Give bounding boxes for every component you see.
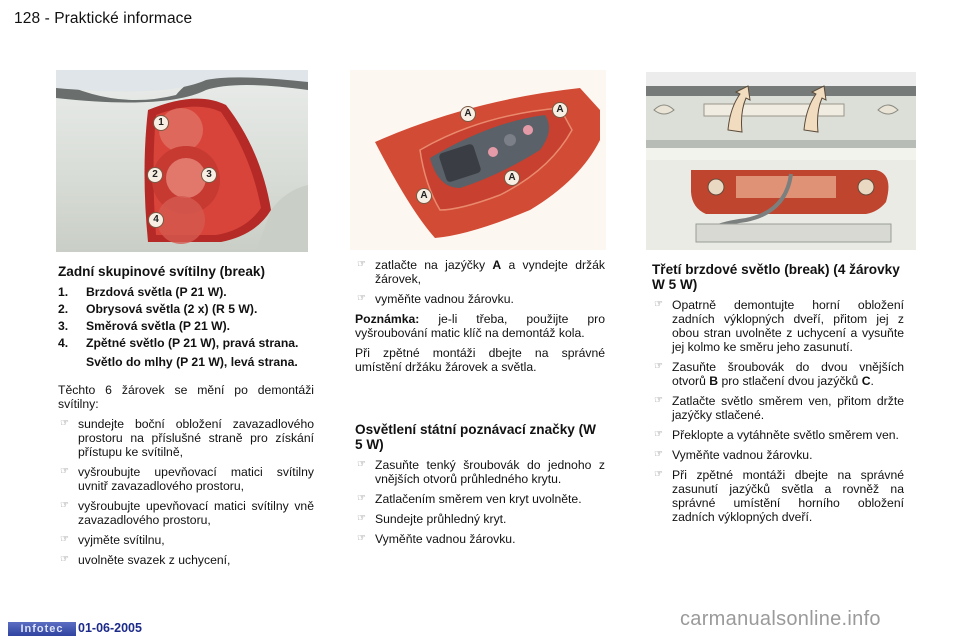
callout-a-1: A <box>460 106 476 122</box>
footer-date: 01-06-2005 <box>78 621 142 635</box>
item-text: Brzdová světla (P 21 W). <box>86 285 227 299</box>
step-item <box>58 553 314 567</box>
pointing-hand-icon: ☞ <box>654 449 663 460</box>
step-text: Překlopte a vytáhněte světlo směrem ven. <box>672 428 899 442</box>
step-item <box>58 499 314 527</box>
step-text: Opatrně demontujte horní obložení zadních výklopných dveří, přitom jej z obou stran uvolněte z uchycení a vysuňte jej kolmo ke směru jeho zasunutí. <box>672 298 904 354</box>
note-text: je-li třeba, použijte pro vyšroubování matic klíč na demontáž kola. <box>355 312 605 340</box>
column-rear-lights <box>58 264 314 573</box>
plate-light-steps <box>355 458 605 546</box>
intro-paragraph: Těchto 6 žárovek se mění po demontáži svítilny: <box>58 383 314 411</box>
step-text: zatlačte na jazýčky A a vyndejte držák žárovek, <box>375 258 605 286</box>
note-paragraph <box>355 312 605 340</box>
item-number: 3. <box>58 319 69 333</box>
step-text: Zasuňte šroubovák do dvou vnějších otvorů B pro stlačení dvou jazýčků C. <box>672 360 904 388</box>
infotec-logo: Infotec <box>8 622 76 636</box>
item-text: Směrová světla (P 21 W). <box>86 319 231 333</box>
callout-a-3: A <box>504 170 520 186</box>
callout-a-4: A <box>416 188 432 204</box>
step-item <box>58 417 314 459</box>
item-number: 2. <box>58 302 69 316</box>
callout-2: 2 <box>147 167 163 183</box>
third-brake-light-figure <box>646 72 916 250</box>
step-text: Sundejte průhledný kryt. <box>375 512 507 526</box>
section-heading-plate-light: Osvětlení státní poznávací značky (W 5 W) <box>355 422 596 452</box>
step-item <box>355 258 605 286</box>
pointing-hand-icon: ☞ <box>654 299 663 310</box>
pointing-hand-icon: ☞ <box>357 459 366 470</box>
pointing-hand-icon: ☞ <box>60 554 69 565</box>
step-item <box>652 394 904 422</box>
callout-4: 4 <box>148 212 164 228</box>
step-item <box>652 298 904 354</box>
step-item <box>355 492 605 506</box>
pointing-hand-icon: ☞ <box>60 418 69 429</box>
page-header: 128 - Praktické informace <box>14 10 193 27</box>
section-heading-rear-lights: Zadní skupinové svítilny (break) <box>58 264 265 279</box>
pointing-hand-icon: ☞ <box>357 259 366 270</box>
pointing-hand-icon: ☞ <box>357 533 366 544</box>
step-text: vyjměte svítilnu, <box>78 533 165 547</box>
pointing-hand-icon: ☞ <box>654 469 663 480</box>
step-item <box>652 360 904 388</box>
step-text: vyšroubujte upevňovací matici svítilny vně zavazadlového prostoru, <box>78 499 314 527</box>
step-text: vyšroubujte upevňovací matici svítilny uvnitř zavazadlového prostoru, <box>78 465 314 493</box>
watermark-link[interactable]: carmanualsonline.info <box>680 608 881 630</box>
reassembly-paragraph: Při zpětné montáži dbejte na správné umístění držáku žárovek a světla. <box>355 346 605 374</box>
step-item <box>355 532 605 546</box>
note-label: Poznámka: <box>355 312 420 326</box>
pointing-hand-icon: ☞ <box>357 493 366 504</box>
step-item <box>355 512 605 526</box>
pointing-hand-icon: ☞ <box>357 513 366 524</box>
bulb-holder-illustration <box>350 70 606 250</box>
step-text: sundejte boční obložení zavazadlového prostoru na příslušné straně pro získání přístupu ke svítilně, <box>78 417 314 459</box>
callout-3: 3 <box>201 167 217 183</box>
third-brake-light-illustration <box>646 72 916 250</box>
column-middle <box>355 258 605 552</box>
step-text: Při zpětné montáži dbejte na správné zasunutí jazýčků světla a rovněž na správné umístění horního obložení zadních výklopných dveří. <box>672 468 904 524</box>
bulb-list-subitem: Světlo do mlhy (P 21 W), levá strana. <box>86 355 298 369</box>
rear-light-illustration <box>56 70 308 252</box>
item-text: Zpětné světlo (P 21 W), pravá strana. <box>86 336 299 350</box>
bulb-holder-figure <box>350 70 606 250</box>
step-text: Zatlačením směrem ven kryt uvolněte. <box>375 492 582 506</box>
step-item <box>652 428 904 442</box>
column-third-brake-light <box>652 262 904 530</box>
pointing-hand-icon: ☞ <box>60 534 69 545</box>
step-item <box>355 292 605 306</box>
item-number: 1. <box>58 285 69 299</box>
bulb-list-item <box>58 336 314 350</box>
bulb-list-item <box>58 285 314 299</box>
item-number: 4. <box>58 336 69 350</box>
pointing-hand-icon: ☞ <box>60 500 69 511</box>
step-item <box>652 448 904 462</box>
callout-1: 1 <box>153 115 169 131</box>
pointing-hand-icon: ☞ <box>654 429 663 440</box>
bulb-list <box>58 285 314 369</box>
third-brake-steps <box>652 298 904 524</box>
step-text: vyměňte vadnou žárovku. <box>375 292 514 306</box>
step-text: Vyměňte vadnou žárovku. <box>672 448 813 462</box>
step-item <box>652 468 904 524</box>
step-item <box>355 458 605 486</box>
item-text: Obrysová světla (2 x) (R 5 W). <box>86 302 258 316</box>
callout-a-2: A <box>552 102 568 118</box>
pointing-hand-icon: ☞ <box>654 395 663 406</box>
pointing-hand-icon: ☞ <box>654 361 663 372</box>
step-item <box>58 465 314 493</box>
section-heading-third-brake: Třetí brzdové světlo (break) (4 žárovky W 5 W) <box>652 262 900 292</box>
pointing-hand-icon: ☞ <box>357 293 366 304</box>
step-text: uvolněte svazek z uchycení, <box>78 553 231 567</box>
step-text: Zatlačte světlo směrem ven, přitom držte jazýčky stlačené. <box>672 394 904 422</box>
rear-light-figure <box>56 70 308 252</box>
pointing-hand-icon: ☞ <box>60 466 69 477</box>
bulb-list-item <box>58 319 314 333</box>
step-item <box>58 533 314 547</box>
bulb-list-item <box>58 302 314 316</box>
step-text: Vyměňte vadnou žárovku. <box>375 532 516 546</box>
step-text: Zasuňte tenký šroubovák do jednoho z vnějších otvorů průhledného krytu. <box>375 458 605 486</box>
step-list <box>58 417 314 567</box>
step-list-continued <box>355 258 605 306</box>
